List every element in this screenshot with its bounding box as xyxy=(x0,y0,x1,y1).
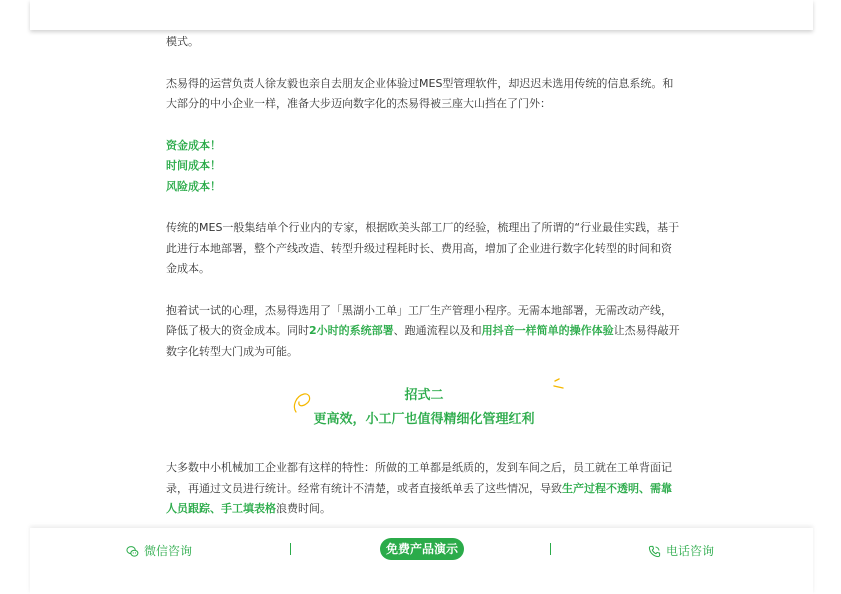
cost-list xyxy=(166,136,682,198)
text-segment: 、跑通流程以及和 xyxy=(393,324,482,337)
phone-icon xyxy=(648,545,661,558)
wechat-consult-label: 微信咨询 xyxy=(144,544,193,558)
article-paragraph-mes-intro: 杰易得的运营负责人徐友毅也亲自去朋友企业体验过MES型管理软件，却迟迟未选用传统的信息系统。和大部分的中小企业一样，准备大步迈向数字化的杰易得被三座大山挡在了门外： xyxy=(166,76,674,110)
text-segment: 让杰易得敲开数字化转型大门成为可能。 xyxy=(166,324,680,358)
section-number: 招式二 xyxy=(404,388,444,403)
separator xyxy=(290,543,291,555)
section-header xyxy=(166,382,682,442)
bottom-action-bar xyxy=(30,528,813,594)
highlight-easy-use: 用抖音一样简单的操作体验 xyxy=(481,324,614,337)
section-title: 更高效，小工厂也值得精细化管理红利 xyxy=(313,412,535,427)
phone-consult-button[interactable] xyxy=(648,541,714,561)
article-paragraph-heihu xyxy=(166,301,682,363)
free-demo-button[interactable]: 免费产品演示 xyxy=(380,538,464,560)
wechat-chat-icon xyxy=(126,545,139,558)
highlight-pain-points: 生产过程不透明、需靠人员跟踪、手工填表格 xyxy=(166,481,672,515)
wechat-consult-button[interactable] xyxy=(126,541,192,561)
article-paragraph-tail: 模式。 xyxy=(166,35,199,48)
text-segment: 大多数中小机械加工企业都有这样的特性：所做的工单都是纸质的，发到车间之后，员工就在工单背面记录，再通过文员进行统计。经常有统计不清楚，或者直接纸单丢了这些情况，导致 xyxy=(166,461,672,495)
text-segment: 浪费时间。 xyxy=(276,502,331,515)
separator xyxy=(550,543,551,555)
highlight-deploy: 2小时的系统部署 xyxy=(309,324,394,337)
cost-item-capital: 资金成本！ xyxy=(166,138,221,152)
text-segment: 抱着试一试的心理，杰易得选用了「黑湖小工单」工厂生产管理小程序。无需本地部署，无需改动产线，降低了极大的资金成本。同时 xyxy=(166,303,672,337)
article-body xyxy=(166,32,682,362)
top-header-bar xyxy=(30,0,813,30)
article-paragraph-paper-orders xyxy=(166,458,682,520)
article-paragraph-traditional-mes: 传统的MES一般集结单个行业内的专家，根据欧美头部工厂的经验，梳理出了所谓的“行业最佳实践，基于此进行本地部署，整个产线改造、转型升级过程耗时长、费用高，增加了企业进行数字化转型的时间和资金成本。 xyxy=(166,221,680,275)
cost-item-risk: 风险成本！ xyxy=(166,179,221,193)
cost-item-time: 时间成本！ xyxy=(166,159,221,172)
phone-consult-label: 电话咨询 xyxy=(666,544,715,558)
